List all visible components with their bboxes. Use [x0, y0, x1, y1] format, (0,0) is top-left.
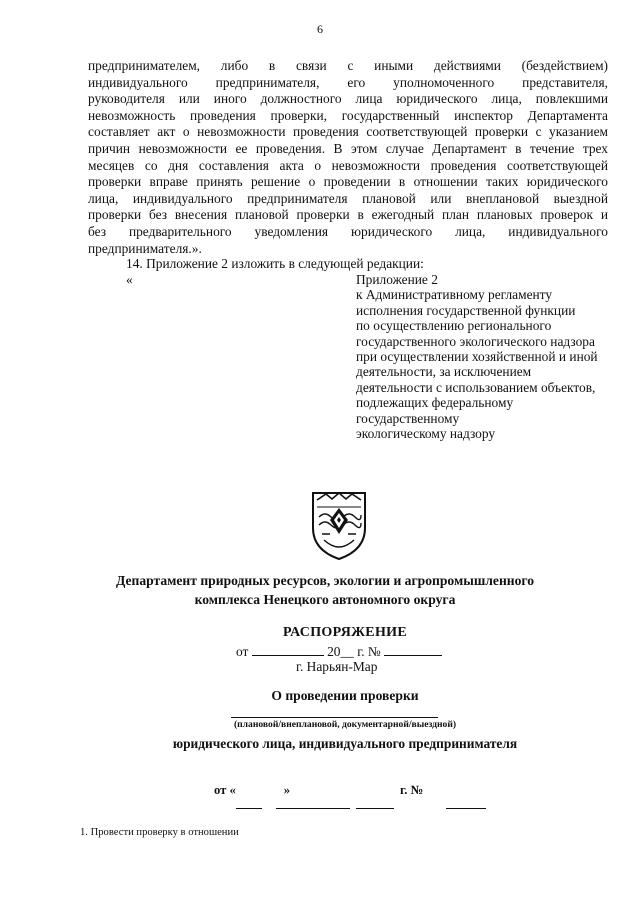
month-underline	[276, 808, 350, 809]
close-quote: »	[283, 783, 291, 797]
city: г. Нарьян-Мар	[296, 659, 378, 674]
appendix-line: экологическому надзору	[356, 426, 496, 442]
paragraph-line: без предварительного уведомления юридического лица, индивидуального	[88, 223, 608, 239]
order-title: РАСПОРЯЖЕНИЕ	[283, 625, 407, 640]
number-blank	[384, 643, 442, 656]
appendix-header	[356, 272, 606, 441]
appendix-line: деятельности, за исключением	[356, 364, 532, 380]
number-label: г. №	[400, 783, 424, 797]
appendix-line: при осуществлении хозяйственной и иной	[356, 349, 598, 365]
appendix-line: к Административному регламенту	[356, 287, 553, 303]
from-date	[214, 783, 290, 798]
appendix-line: государственного экологического надзора	[356, 333, 595, 349]
department-name	[60, 571, 590, 609]
appendix-line: подлежащих федеральному	[356, 395, 514, 411]
paragraph-line: составляет акт о невозможности проведения соответствующей проверки с указанием	[88, 124, 608, 140]
date-blank	[252, 643, 324, 656]
coat-of-arms-emblem	[310, 490, 368, 567]
page-number: 6	[317, 22, 323, 36]
open-quote: «	[126, 272, 133, 287]
from-label: от «	[214, 783, 236, 797]
number-underline	[446, 808, 486, 809]
date-year-label: 20__ г. №	[327, 644, 381, 659]
paragraph-line: руководителя или иного должностного лица юридического лица, повлекшими	[88, 91, 608, 107]
inspection-type-fill-line	[231, 717, 438, 718]
order-subject: О проведении проверки	[271, 688, 419, 703]
order-date-line	[236, 643, 442, 660]
body-paragraph	[88, 58, 608, 257]
paragraph-line: проверки без внесения плановой проверки в ежегодный план плановых проверок и	[88, 207, 608, 223]
paragraph-line: невозможность проведения проверки, государственный инспектор Департамента	[88, 107, 608, 123]
entity-type: юридического лица, индивидуального предпринимателя	[172, 736, 518, 751]
appendix-line: деятельности с использованием объектов,	[356, 379, 596, 395]
date-from-label: от	[236, 644, 249, 659]
appendix-line: по осуществлению регионального	[356, 318, 552, 334]
paragraph-line: предпринимателем, либо в связи с иными действиями (бездействием)	[88, 58, 608, 73]
paragraph-line: предпринимателя.».	[88, 240, 202, 256]
appendix-line: исполнения государственной функции	[356, 302, 576, 318]
department-line: Департамент природных ресурсов, экологии и агропромышленного	[115, 573, 535, 588]
paragraph-line: месяцев со дня составления акта о невозможности проведения соответствующей	[88, 157, 608, 173]
day-underline	[236, 808, 262, 809]
paragraph-line: индивидуального предпринимателя, его уполномоченного представителя,	[88, 74, 608, 90]
year-underline	[356, 808, 394, 809]
paragraph-line: лица, индивидуального предпринимателя плановой или внеплановой выездной	[88, 190, 608, 206]
paragraph-line: проверки вправе принять решение о проведении в отношении таких юридического	[88, 174, 608, 190]
appendix-line: Приложение 2	[356, 272, 438, 287]
appendix-line: государственному	[356, 410, 460, 426]
item-1: 1. Провести проверку в отношении	[80, 827, 239, 838]
department-line: комплекса Ненецкого автономного округа	[194, 592, 456, 607]
inspection-type-hint: (плановой/внеплановой, документарной/выездной)	[233, 719, 457, 730]
item-14: 14. Приложение 2 изложить в следующей редакции:	[126, 256, 424, 271]
paragraph-line: причин невозможности ее проведения. В этом случае Департамент в течение трех	[88, 140, 608, 156]
